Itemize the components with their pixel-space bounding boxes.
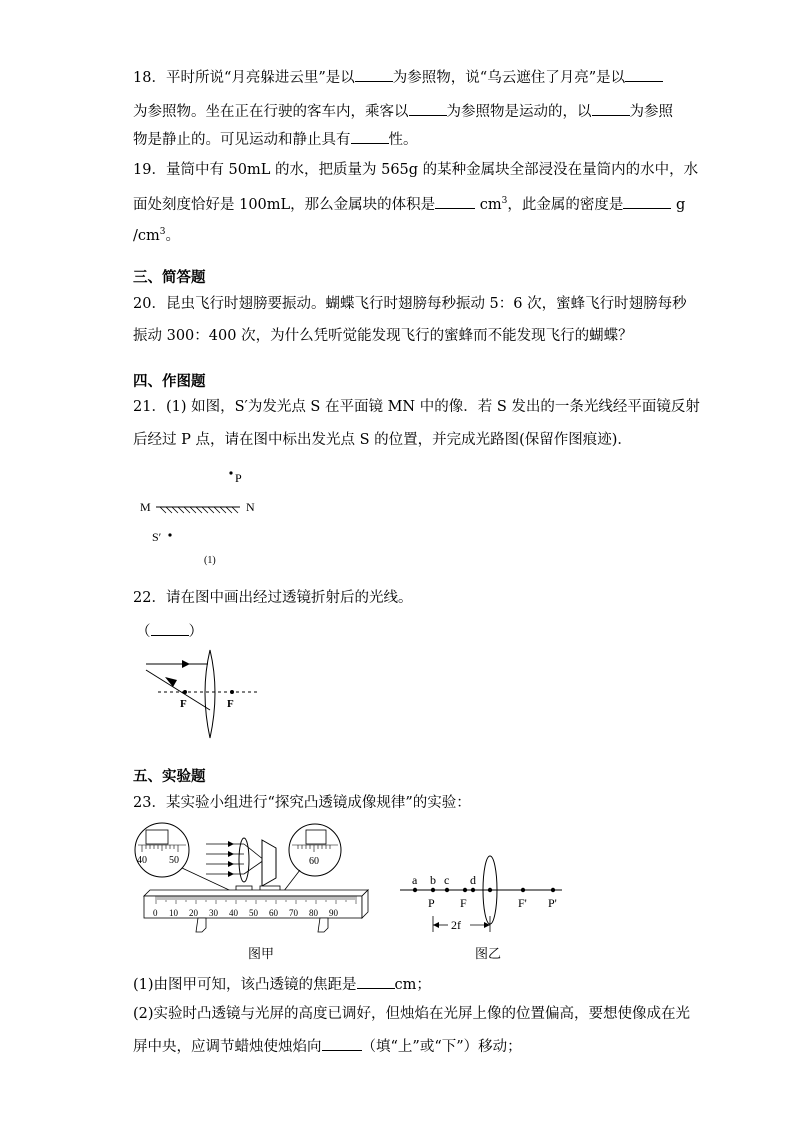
point-d-label: d: [470, 873, 476, 887]
q19-line3: $/cm^3$。: [133, 227, 180, 244]
incident-ray-through-focus: [146, 670, 210, 710]
q21-mirror-figure: [130, 462, 290, 572]
label-m: M: [140, 500, 151, 514]
dim-arrow-left: [433, 922, 439, 928]
q21-figure-caption: (1): [204, 555, 216, 566]
q23-sub1: (1)由图甲可知，该凸透镜的焦距是 cm；: [133, 973, 431, 995]
label-p: P: [235, 471, 242, 485]
figure-b-lens-axis: [392, 828, 572, 966]
bench-tick-30: 30: [209, 908, 218, 918]
q18-blank-1[interactable]: [355, 66, 393, 82]
bench-foot-right: [318, 918, 328, 932]
bench-top: [144, 890, 368, 896]
dim-arrow-right: [484, 922, 490, 928]
bench-tick-80: 80: [309, 908, 318, 918]
focus-left-dot: [183, 690, 187, 694]
q23-sub2-line2: 屏中央，应调节蜡烛使烛焰向 （填“上”或“下”）移动；: [133, 1035, 522, 1057]
bench-lens: [239, 838, 249, 882]
zoom-left-label-40: 40: [137, 855, 147, 866]
focus-left-label: F: [180, 698, 187, 710]
figure-a-caption: 图甲: [248, 946, 275, 961]
q21-line2: 后经过 P 点，请在图中标出发光点 S 的位置，并完成光路图(保留作图痕迹)．: [133, 432, 632, 448]
q23-sub2-line1: (2)实验时凸透镜与光屏的高度已调好，但烛焰在光屏上像的位置偏高，要想使像成在光: [133, 1006, 691, 1022]
point-c-label: c: [444, 873, 450, 887]
q18-line3: 物是静止的。可见运动和静止具有 性。: [133, 128, 418, 150]
point-f-prime-label: F': [518, 896, 527, 910]
mirror-hatching: [160, 507, 238, 513]
focus-right-dot: [230, 690, 234, 694]
label-n: N: [246, 500, 255, 514]
q18-line1: 18．平时所说“月亮躲进云里”是以 为参照物，说“乌云遮住了月亮”是以: [133, 66, 663, 88]
bench-tick-10: 10: [169, 908, 178, 918]
point-f-label: F: [460, 896, 467, 910]
point-p-prime-label: P': [548, 896, 557, 910]
figure-a-optical-bench: [132, 820, 372, 965]
dim-label-2f: 2f: [451, 918, 461, 932]
q22-lens-figure: [138, 644, 268, 744]
q19-line2: 面处刻度恰好是 100mL，那么金属块的体积是 $cm^3$，此金属的密度是 g: [133, 191, 685, 215]
q19-blank-density[interactable]: [623, 193, 671, 209]
q18-blank-5[interactable]: [351, 128, 389, 144]
arrow-parallel: [182, 660, 190, 668]
bench-tick-50: 50: [249, 908, 258, 918]
q23-line1: 23．某实验小组进行“探究凸透镜成像规律”的实验：: [133, 795, 471, 811]
q22-answer-paren: （ ）: [136, 620, 203, 642]
bench-foot-left: [196, 918, 206, 932]
q22-answer-blank[interactable]: [151, 620, 189, 636]
section-heading-4: 四、作图题: [133, 374, 206, 390]
q20-line2: 振动 300：400 次，为什么凭听觉能发现飞行的蜜蜂而不能发现飞行的蝴蝶？: [133, 328, 633, 344]
q20-line1: 20．昆虫飞行时翅膀要振动。蝴蝶飞行时翅膀每秒振动 5：6 次，蜜蜂飞行时翅膀每秒: [133, 296, 687, 312]
bench-tick-90: 90: [329, 908, 338, 918]
focus-right-label: F: [227, 698, 234, 710]
convex-lens: [205, 650, 215, 738]
bench-tick-0: 0: [153, 908, 158, 918]
q19-line1: 19．量筒中有 50mL 的水，把质量为 565g 的某种金属块全部浸没在量筒内的水中，水: [133, 162, 699, 178]
bench-screen: [262, 840, 276, 886]
bench-tick-70: 70: [289, 908, 298, 918]
bench-tick-40: 40: [229, 908, 238, 918]
zoom-right-block: [306, 830, 326, 844]
q18-blank-2[interactable]: [625, 66, 663, 82]
q23-focal-length-blank[interactable]: [357, 973, 395, 989]
point-p-dot: [229, 471, 232, 474]
q22-line1: 22．请在图中画出经过透镜折射后的光线。: [133, 590, 413, 606]
q18-line2: 为参照物。坐在正在行驶的客车内，乘客以 为参照物是运动的，以 为参照: [133, 100, 673, 122]
point-s-prime-dot: [168, 533, 171, 536]
zoom-left-block: [146, 830, 168, 844]
ray-arrows: [228, 841, 234, 877]
point-b-label: b: [430, 873, 436, 887]
point-a-label: a: [412, 873, 418, 887]
parallel-rays: [206, 844, 264, 874]
figure-b-caption: 图乙: [475, 946, 502, 961]
q21-line1: 21．(1) 如图，S′为发光点 S 在平面镜 MN 中的像．若 S 发出的一条光线经平面镜反射: [133, 399, 700, 415]
section-heading-3: 三、简答题: [133, 270, 206, 286]
label-s-prime: S′: [152, 530, 162, 544]
q19-blank-volume[interactable]: [435, 193, 475, 209]
q23-direction-blank[interactable]: [322, 1035, 362, 1051]
zoom-right-label-60: 60: [309, 856, 319, 867]
q18-blank-4[interactable]: [592, 100, 630, 116]
q18-blank-3[interactable]: [409, 100, 447, 116]
bench-tick-60: 60: [269, 908, 278, 918]
zoom-left-label-50: 50: [169, 855, 179, 866]
bench-tick-20: 20: [189, 908, 198, 918]
section-heading-5: 五、实验题: [133, 769, 206, 785]
point-p-label: P: [428, 896, 435, 910]
